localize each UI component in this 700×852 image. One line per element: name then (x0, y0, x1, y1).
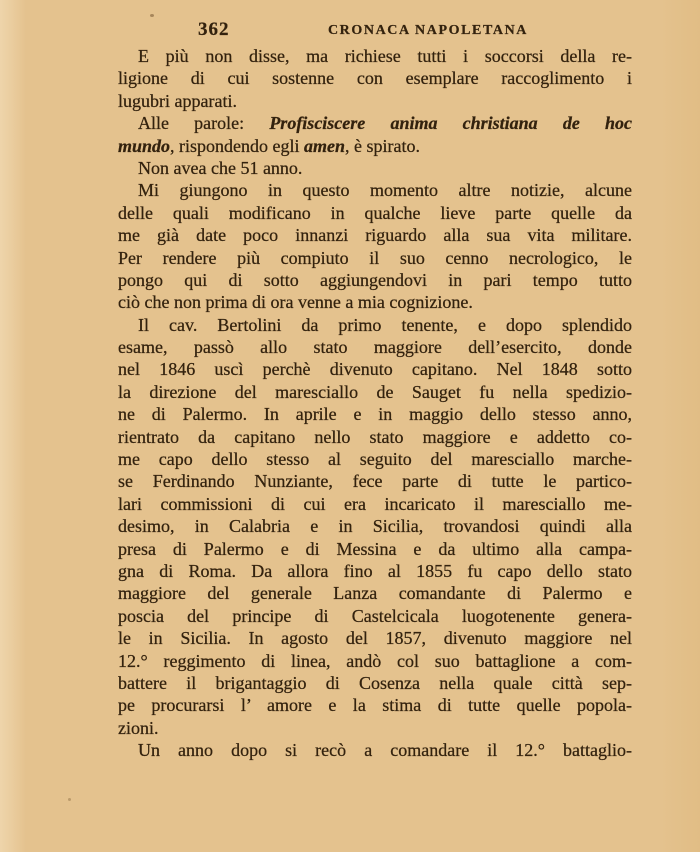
italic-text-segment: mundo (118, 135, 171, 156)
text-segment: se Ferdinando Nunziante, fece parte di tutte le partico- (118, 471, 632, 492)
text-line (118, 224, 632, 246)
text-segment: Per rendere più compiuto il suo cenno necrologico, le (118, 247, 632, 268)
text-segment: ligione di cui sostenne con esemplare raccoglimento i (118, 68, 632, 89)
text-segment: poscia del principe di Castelcicala luogotenente genera- (118, 605, 632, 626)
text-segment: gna di Roma. Da allora fino al 1855 fu capo dello stato (118, 560, 632, 581)
text-block (118, 45, 632, 762)
running-title: CRONACA NAPOLETANA (327, 23, 529, 38)
text-line (118, 358, 632, 380)
text-segment: , rispondendo egli (170, 135, 305, 156)
text-line (118, 336, 632, 358)
text-line (118, 67, 632, 89)
text-segment: maggiore del generale Lanza comandante di Palermo e (118, 583, 632, 604)
text-segment: rientrato da capitano nello stato maggiore e addetto co- (118, 426, 632, 447)
text-segment: desimo, in Calabria e in Sicilia, trovandosi quindi alla (118, 516, 632, 537)
text-segment: battere il brigantaggio di Cosenza nella quale città sep- (118, 672, 632, 693)
text-line (118, 45, 632, 67)
text-segment: delle quali modificano in qualche lieve parte quelle da (118, 202, 632, 223)
italic-text-segment: Profisciscere anima christiana de hoc (269, 113, 632, 134)
text-line (118, 157, 632, 179)
italic-text-segment: amen (304, 135, 346, 156)
text-segment: Un anno dopo si recò a comandare il 12.° battaglio- (138, 740, 632, 761)
text-segment: 12.° reggimento di linea, andò col suo battaglione a com- (118, 650, 632, 671)
text-line (118, 470, 632, 492)
text-segment: Il cav. Bertolini da primo tenente, e dopo splendido (138, 314, 632, 335)
text-line (118, 179, 632, 201)
text-line (118, 247, 632, 269)
text-line (118, 672, 632, 694)
page-number: 362 (198, 19, 230, 40)
text-segment: pongo qui di sotto aggiungendovi in pari tempo tutto (118, 269, 632, 290)
text-segment: ne di Palermo. In aprile e in maggio dello stesso anno, (118, 404, 632, 425)
text-line (118, 202, 632, 224)
text-line (118, 403, 632, 425)
text-segment: la direzione del maresciallo de Sauget fu nella spedizio- (118, 381, 632, 402)
text-segment: me già date poco innanzi riguardo alla sua vita militare. (118, 225, 632, 246)
text-line (118, 314, 632, 336)
text-line (118, 650, 632, 672)
text-segment: Mi giungono in questo momento altre notizie, alcune (138, 180, 632, 201)
text-line (118, 112, 632, 134)
text-segment: nel 1846 uscì perchè divenuto capitano. Nel 1848 sotto (118, 359, 632, 380)
text-line (118, 582, 632, 604)
paper-speck (68, 798, 71, 801)
text-segment: lugubri apparati. (118, 90, 237, 111)
text-segment: Non avea che 51 anno. (138, 157, 303, 178)
text-line (118, 448, 632, 470)
text-line (118, 269, 632, 291)
text-line (118, 538, 632, 560)
text-segment: le in Sicilia. In agosto del 1857, divenuto maggiore nel (118, 628, 632, 649)
text-line (118, 135, 632, 157)
text-segment: lari commissioni di cui era incaricato il maresciallo me- (118, 493, 632, 514)
text-line (118, 717, 632, 739)
text-segment: zioni. (118, 717, 159, 738)
text-line (118, 515, 632, 537)
text-line (118, 90, 632, 112)
text-segment: ciò che non prima di ora venne a mia cognizione. (118, 292, 473, 313)
text-line (118, 493, 632, 515)
text-segment: pe procurarsi l’ amore e la stima di tutte quelle popola- (118, 695, 632, 716)
text-segment: Alle parole: (138, 113, 270, 134)
text-segment: me capo dello stesso al seguito del maresciallo marche- (118, 449, 632, 470)
text-line (118, 560, 632, 582)
text-line (118, 605, 632, 627)
text-segment: E più non disse, ma richiese tutti i soccorsi della re- (138, 46, 632, 66)
text-segment: esame, passò allo stato maggiore dell’esercito, donde (118, 337, 632, 358)
text-line (118, 291, 632, 313)
text-line (118, 739, 632, 761)
text-segment: presa di Palermo e di Messina e da ultimo alla campa- (118, 538, 632, 559)
text-line (118, 381, 632, 403)
text-segment: , è spirato. (345, 135, 421, 156)
text-line (118, 627, 632, 649)
text-line (118, 426, 632, 448)
text-line (118, 694, 632, 716)
paper-speck (150, 14, 154, 17)
